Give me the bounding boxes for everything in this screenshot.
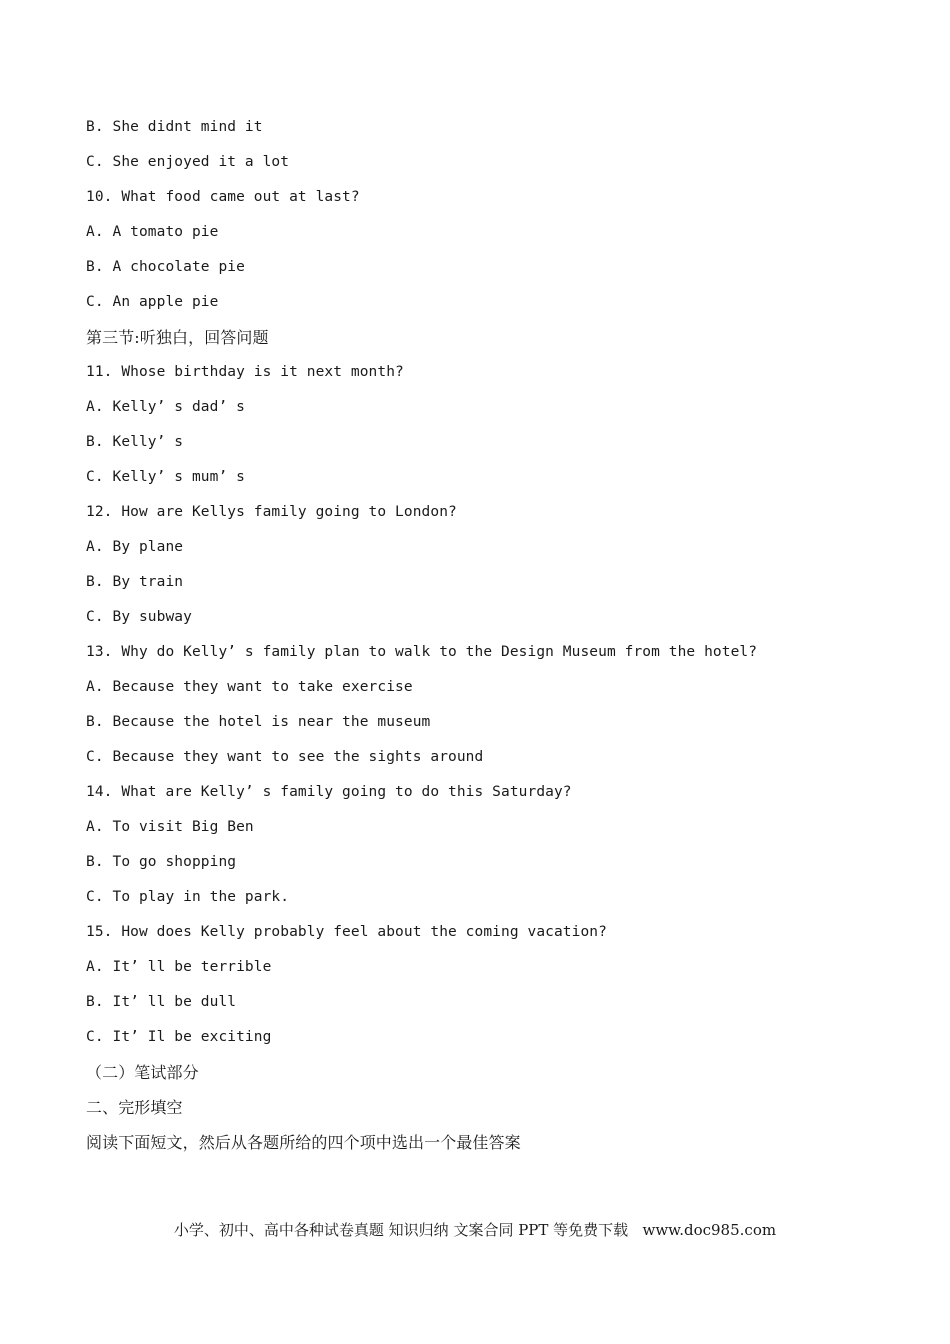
instruction-line: 阅读下面短文，然后从各题所给的四个项中选出一个最佳答案 <box>86 1133 521 1152</box>
option-line: B. She didnt mind it <box>86 119 263 135</box>
option-line: B. By train <box>86 574 184 590</box>
question-line: 13. Why do Kelly’ s family plan to walk to the Design Museum from the hotel? <box>86 644 758 660</box>
question-line: 12. How are Kellys family going to London? <box>86 504 457 520</box>
question-line: 11. Whose birthday is it next month? <box>86 364 404 380</box>
option-line: C. By subway <box>86 609 192 625</box>
option-line: B. A chocolate pie <box>86 259 245 275</box>
question-line: 14. What are Kelly’ s family going to do this Saturday? <box>86 784 572 800</box>
option-line: C. She enjoyed it a lot <box>86 154 290 170</box>
option-line: C. Because they want to see the sights around <box>86 749 484 765</box>
document-body <box>86 110 886 1160</box>
option-line: A. Kelly’ s dad’ s <box>86 399 245 415</box>
option-line: B. It’ ll be dull <box>86 994 237 1010</box>
option-line: C. Kelly’ s mum’ s <box>86 469 245 485</box>
page-footer: 小学、初中、高中各种试卷真题 知识归纳 文案合同 PPT 等免费下载 www.doc985.com <box>173 1221 777 1239</box>
option-line: B. Because the hotel is near the museum <box>86 714 431 730</box>
section-heading: 二、完形填空 <box>86 1098 183 1117</box>
section-heading: （二）笔试部分 <box>86 1063 199 1082</box>
option-line: C. It’ Il be exciting <box>86 1029 272 1045</box>
option-line: B. Kelly’ s <box>86 434 184 450</box>
option-line: A. Because they want to take exercise <box>86 679 413 695</box>
option-line: C. An apple pie <box>86 294 219 310</box>
option-line: A. It’ ll be terrible <box>86 959 272 975</box>
option-line: A. To visit Big Ben <box>86 819 254 835</box>
question-line: 15. How does Kelly probably feel about the coming vacation? <box>86 924 607 940</box>
question-line: 10. What food came out at last? <box>86 189 360 205</box>
option-line: B. To go shopping <box>86 854 237 870</box>
section-heading: 第三节:听独白，回答问题 <box>86 328 269 347</box>
option-line: C. To play in the park. <box>86 889 290 905</box>
option-line: A. A tomato pie <box>86 224 219 240</box>
option-line: A. By plane <box>86 539 184 555</box>
